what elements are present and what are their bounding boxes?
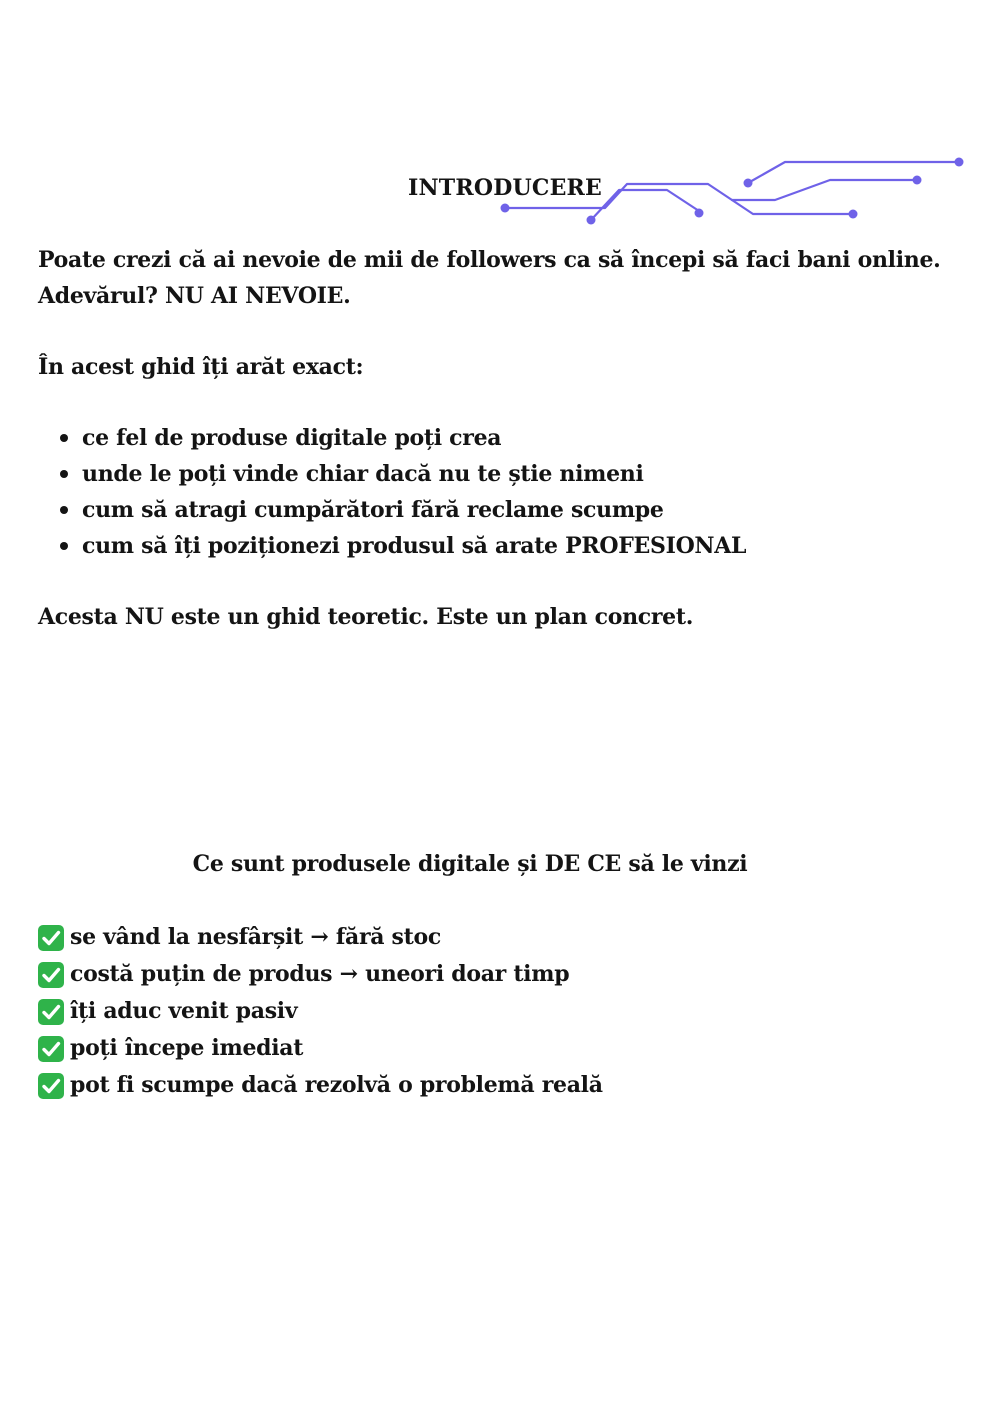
list-item-text: pot fi scumpe dacă rezolvă o problemă reală bbox=[70, 1072, 603, 1098]
list-item bbox=[60, 492, 746, 528]
list-item bbox=[38, 919, 603, 956]
bullet-dot-icon bbox=[60, 470, 68, 478]
list-item-text: îți aduc venit pasiv bbox=[70, 998, 298, 1024]
intro-line-2: Adevărul? NU AI NEVOIE. bbox=[38, 283, 351, 309]
list-item-text: cum să atragi cumpărători fără reclame scumpe bbox=[82, 497, 664, 523]
list-item-text: costă puțin de produs → uneori doar timp bbox=[70, 961, 570, 987]
intro-line-1: Poate crezi că ai nevoie de mii de followers ca să începi să faci bani online. bbox=[38, 247, 941, 273]
list-item-text: ce fel de produse digitale poți crea bbox=[82, 425, 502, 451]
list-item bbox=[60, 456, 746, 492]
list-item bbox=[38, 1067, 603, 1104]
check-mark-icon bbox=[38, 962, 64, 988]
list-item bbox=[38, 1030, 603, 1067]
list-item bbox=[60, 528, 746, 564]
list-item-text: poți începe imediat bbox=[70, 1035, 304, 1061]
intro-heading: INTRODUCERE bbox=[408, 175, 603, 201]
list-item bbox=[38, 956, 603, 993]
check-mark-icon bbox=[38, 1073, 64, 1099]
list-item bbox=[60, 420, 746, 456]
section-title: Ce sunt produsele digitale și DE CE să le vinzi bbox=[192, 851, 748, 877]
bullet-dot-icon bbox=[60, 506, 68, 514]
guide-bullet-list bbox=[60, 420, 746, 564]
list-item-text: cum să îți poziționezi produsul să arate PROFESIONAL bbox=[82, 533, 747, 559]
list-item bbox=[38, 993, 603, 1030]
list-item-text: unde le poți vinde chiar dacă nu te știe nimeni bbox=[82, 461, 644, 487]
check-mark-icon bbox=[38, 999, 64, 1025]
list-item-text: se vând la nesfârșit → fără stoc bbox=[70, 924, 441, 950]
guide-lead-text: În acest ghid îți arăt exact: bbox=[38, 354, 364, 380]
intro-paragraph bbox=[38, 242, 941, 314]
check-mark-icon bbox=[38, 1036, 64, 1062]
check-mark-icon bbox=[38, 925, 64, 951]
benefits-checklist bbox=[38, 919, 603, 1104]
bullet-dot-icon bbox=[60, 434, 68, 442]
bullet-dot-icon bbox=[60, 542, 68, 550]
closing-statement: Acesta NU este un ghid teoretic. Este un plan concret. bbox=[38, 604, 694, 630]
